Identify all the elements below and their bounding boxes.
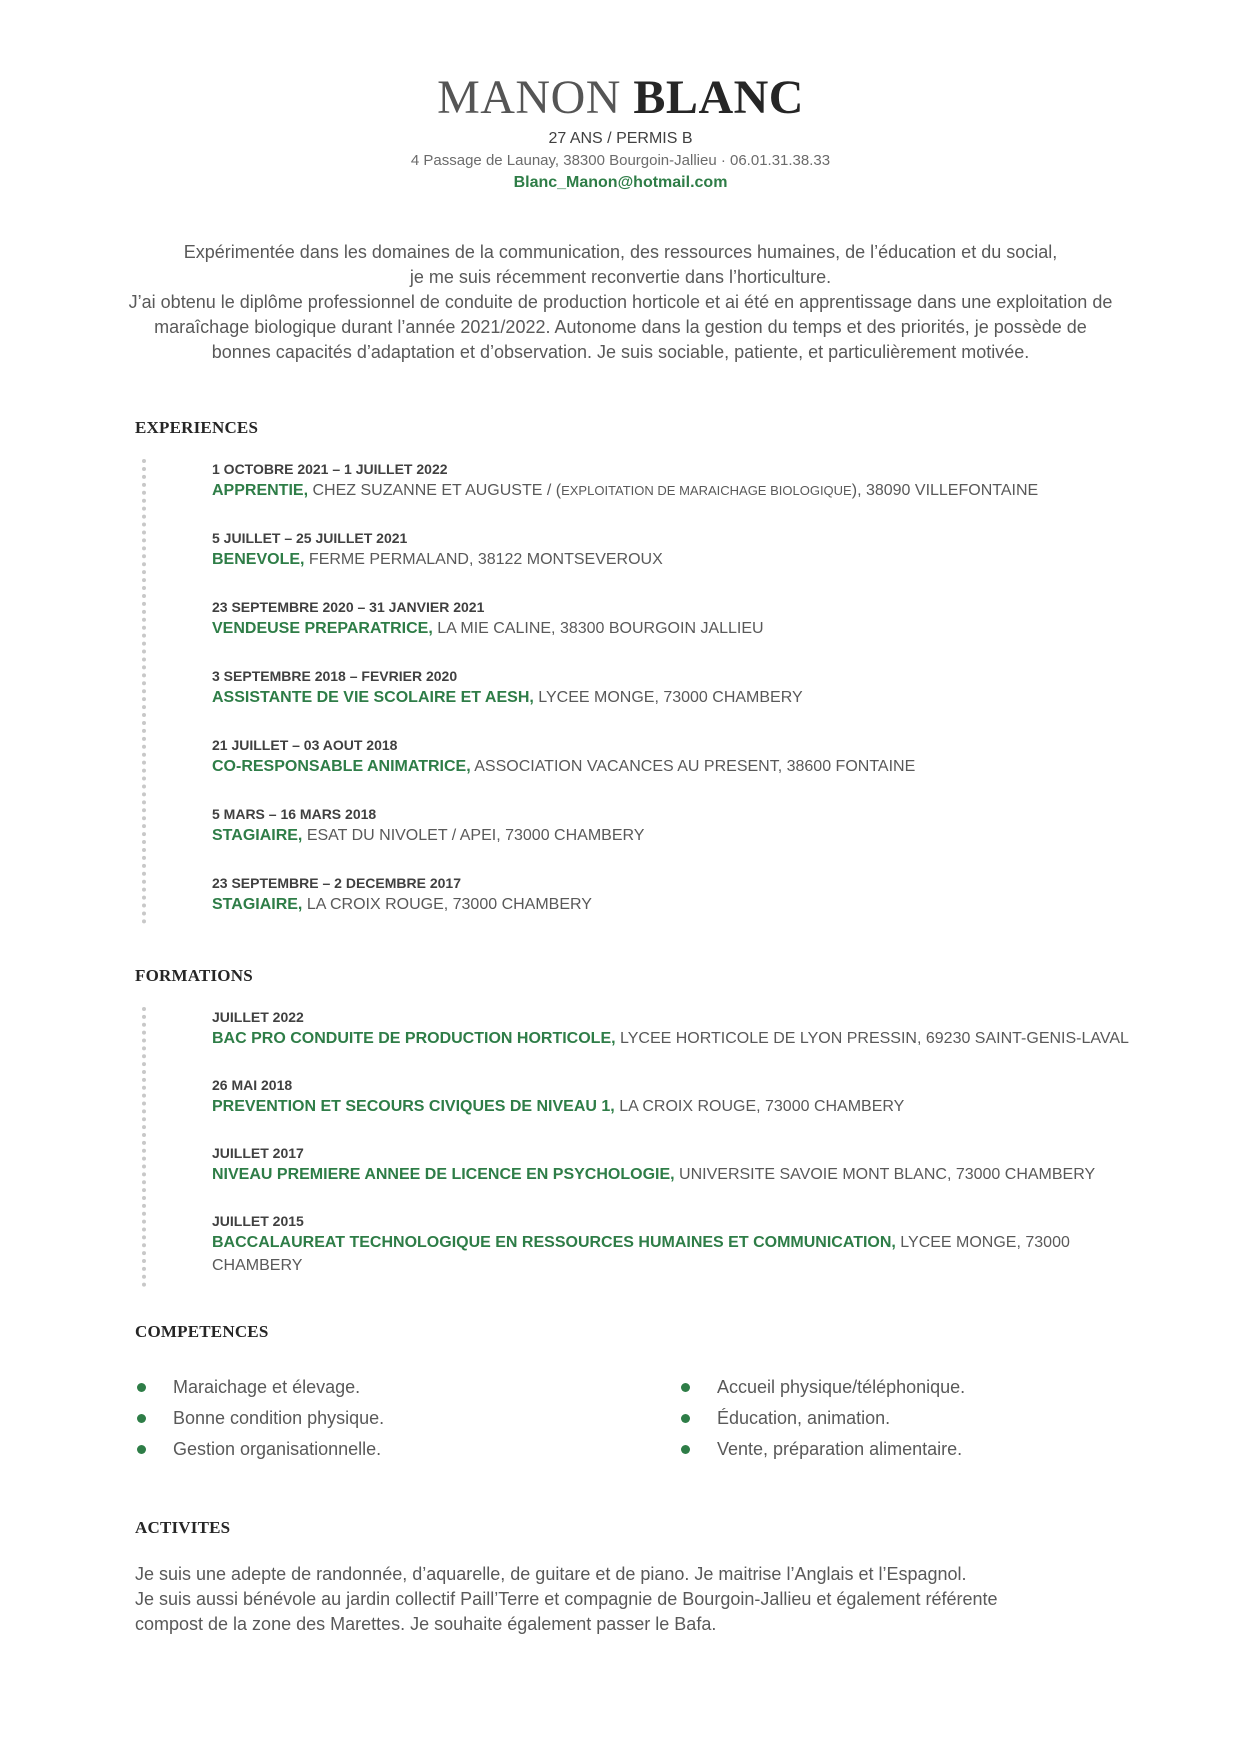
entry-date: 3 SEPTEMBRE 2018 – FEVRIER 2020 [212, 668, 458, 684]
skills-column-right [679, 1372, 965, 1465]
skill-label: Accueil physique/téléphonique. [717, 1377, 966, 1397]
entry-role: STAGIAIRE, [212, 827, 303, 844]
experience-entry [212, 666, 1038, 709]
skill-label: Vente, préparation alimentaire. [717, 1439, 963, 1459]
formations-heading: FORMATIONS [135, 966, 253, 985]
email-link[interactable]: Blanc_Manon@hotmail.com [513, 174, 728, 191]
bullet-icon [137, 1383, 146, 1392]
entry-role: BACCALAUREAT TECHNOLOGIQUE EN RESSOURCES HUMAINES ET COMMUNICATION, [212, 1234, 896, 1251]
skills-column-left [135, 1372, 384, 1465]
entry-date: 5 MARS – 16 MARS 2018 [212, 806, 377, 822]
entry-detail: LYCEE MONGE, 73000 CHAMBERY [212, 1234, 1070, 1274]
bullet-icon [681, 1414, 690, 1423]
formation-entry [212, 1007, 1129, 1050]
bullet-icon [137, 1414, 146, 1423]
age-license: 27 ANS / PERMIS B [548, 130, 693, 147]
bullet-icon [681, 1445, 690, 1454]
entry-role: ASSISTANTE DE VIE SCOLAIRE ET AESH, [212, 689, 534, 706]
entry-description [212, 617, 1038, 640]
skill-label: Bonne condition physique. [173, 1408, 385, 1428]
activity-line: Je suis une adepte de randonnée, d’aquarelle, de guitare et de piano. Je maitrise l’Anglais et l’Espagnol. [135, 1564, 967, 1584]
entry-detail: LA CROIX ROUGE, 73000 CHAMBERY [302, 896, 592, 913]
entry-description [212, 479, 1038, 502]
entry-role: BENEVOLE, [212, 551, 305, 568]
entry-role: BAC PRO CONDUITE DE PRODUCTION HORTICOLE, [212, 1030, 616, 1047]
experience-entry [212, 873, 1038, 916]
profile-summary [80, 240, 1161, 365]
competences-heading: COMPETENCES [135, 1322, 269, 1341]
entry-detail: FERME PERMALAND, 38122 MONTSEVEROUX [304, 551, 663, 568]
formations-timeline [142, 1007, 1129, 1287]
entry-detail: ASSOCIATION VACANCES AU PRESENT, 38600 FONTAINE [470, 758, 916, 775]
entry-role: STAGIAIRE, [212, 896, 303, 913]
activities-text [135, 1562, 1095, 1637]
entry-date: 26 MAI 2018 [212, 1077, 293, 1093]
entry-date: JUILLET 2022 [212, 1009, 304, 1025]
entry-detail: ESAT DU NIVOLET / APEI, 73000 CHAMBERY [302, 827, 645, 844]
experiences-timeline [142, 459, 1038, 924]
entry-date: 1 OCTOBRE 2021 – 1 JUILLET 2022 [212, 461, 448, 477]
skill-item [679, 1403, 965, 1434]
entry-role: CO-RESPONSABLE ANIMATRICE, [212, 758, 471, 775]
entry-date: JUILLET 2017 [212, 1145, 304, 1161]
entry-description [212, 1095, 1129, 1118]
entry-description [212, 755, 1038, 778]
entry-date: JUILLET 2015 [212, 1213, 304, 1229]
skill-item [679, 1372, 965, 1403]
summary-line: J’ai obtenu le diplôme professionnel de conduite de production horticole et ai été en apprentissage dans une exploitation de [128, 292, 1113, 312]
skill-label: Maraichage et élevage. [173, 1377, 361, 1397]
experience-entry [212, 735, 1038, 778]
summary-line: je me suis récemment reconvertie dans l’horticulture. [409, 267, 832, 287]
experience-entry [212, 459, 1038, 502]
entry-role: VENDEUSE PREPARATRICE, [212, 620, 433, 637]
entry-detail-small: EXPLOITATION DE MARAICHAGE BIOLOGIQUE [561, 483, 852, 498]
address-phone: 4 Passage de Launay, 38300 Bourgoin-Jallieu · 06.01.31.38.33 [410, 152, 831, 169]
entry-description [212, 1163, 1129, 1186]
skill-item [135, 1403, 384, 1434]
skill-item [135, 1434, 384, 1465]
entry-role: APPRENTIE, [212, 482, 309, 499]
skill-item [135, 1372, 384, 1403]
experience-entry [212, 528, 1038, 571]
skill-label: Gestion organisationnelle. [173, 1439, 382, 1459]
entry-detail: LA MIE CALINE, 38300 BOURGOIN JALLIEU [432, 620, 764, 637]
entry-description [212, 686, 1038, 709]
activites-heading: ACTIVITES [135, 1518, 231, 1537]
skill-item [679, 1434, 965, 1465]
entry-date: 23 SEPTEMBRE – 2 DECEMBRE 2017 [212, 875, 461, 891]
summary-line: bonnes capacités d’adaptation et d’observation. Je suis sociable, patiente, et particulièrement motivée. [211, 342, 1030, 362]
experience-entry [212, 804, 1038, 847]
entry-detail: LYCEE HORTICOLE DE LYON PRESSIN, 69230 SAINT-GENIS-LAVAL [615, 1030, 1129, 1047]
entry-detail: LA CROIX ROUGE, 73000 CHAMBERY [614, 1098, 905, 1115]
first-name: MANON [437, 71, 621, 124]
activity-line: Je suis aussi bénévole au jardin collectif Paill’Terre et compagnie de Bourgoin-Jallieu et également référente [135, 1589, 998, 1609]
skill-label: Éducation, animation. [717, 1408, 891, 1428]
entry-role: PREVENTION ET SECOURS CIVIQUES DE NIVEAU 1, [212, 1098, 615, 1115]
entry-detail-end: ), 38090 VILLEFONTAINE [851, 482, 1039, 499]
entry-description [212, 1027, 1129, 1050]
entry-detail: UNIVERSITE SAVOIE MONT BLANC, 73000 CHAMBERY [674, 1166, 1096, 1183]
entry-detail: CHEZ SUZANNE ET AUGUSTE / ( [308, 482, 562, 499]
entry-description [212, 548, 1038, 571]
formation-entry [212, 1075, 1129, 1118]
entry-date: 23 SEPTEMBRE 2020 – 31 JANVIER 2021 [212, 599, 485, 615]
formation-entry [212, 1143, 1129, 1186]
bullet-icon [681, 1383, 690, 1392]
candidate-name [0, 70, 1241, 126]
entry-detail: LYCEE MONGE, 73000 CHAMBERY [533, 689, 803, 706]
activity-line: compost de la zone des Marettes. Je souhaite également passer le Bafa. [135, 1614, 717, 1634]
last-name: BLANC [633, 71, 804, 124]
header [0, 70, 1241, 194]
entry-date: 5 JUILLET – 25 JUILLET 2021 [212, 530, 408, 546]
entry-description [212, 1231, 1112, 1277]
entry-role: NIVEAU PREMIERE ANNEE DE LICENCE EN PSYCHOLOGIE, [212, 1166, 675, 1183]
formation-entry [212, 1211, 1112, 1277]
entry-description [212, 824, 1038, 847]
bullet-icon [137, 1445, 146, 1454]
experiences-heading: EXPERIENCES [135, 418, 259, 437]
entry-description [212, 893, 1038, 916]
experience-entry [212, 597, 1038, 640]
summary-line: Expérimentée dans les domaines de la communication, des ressources humaines, de l’éducation et du social, [183, 242, 1058, 262]
summary-line: maraîchage biologique durant l’année 2021/2022. Autonome dans la gestion du temps et des priorités, je possède de [154, 317, 1087, 337]
entry-date: 21 JUILLET – 03 AOUT 2018 [212, 737, 398, 753]
